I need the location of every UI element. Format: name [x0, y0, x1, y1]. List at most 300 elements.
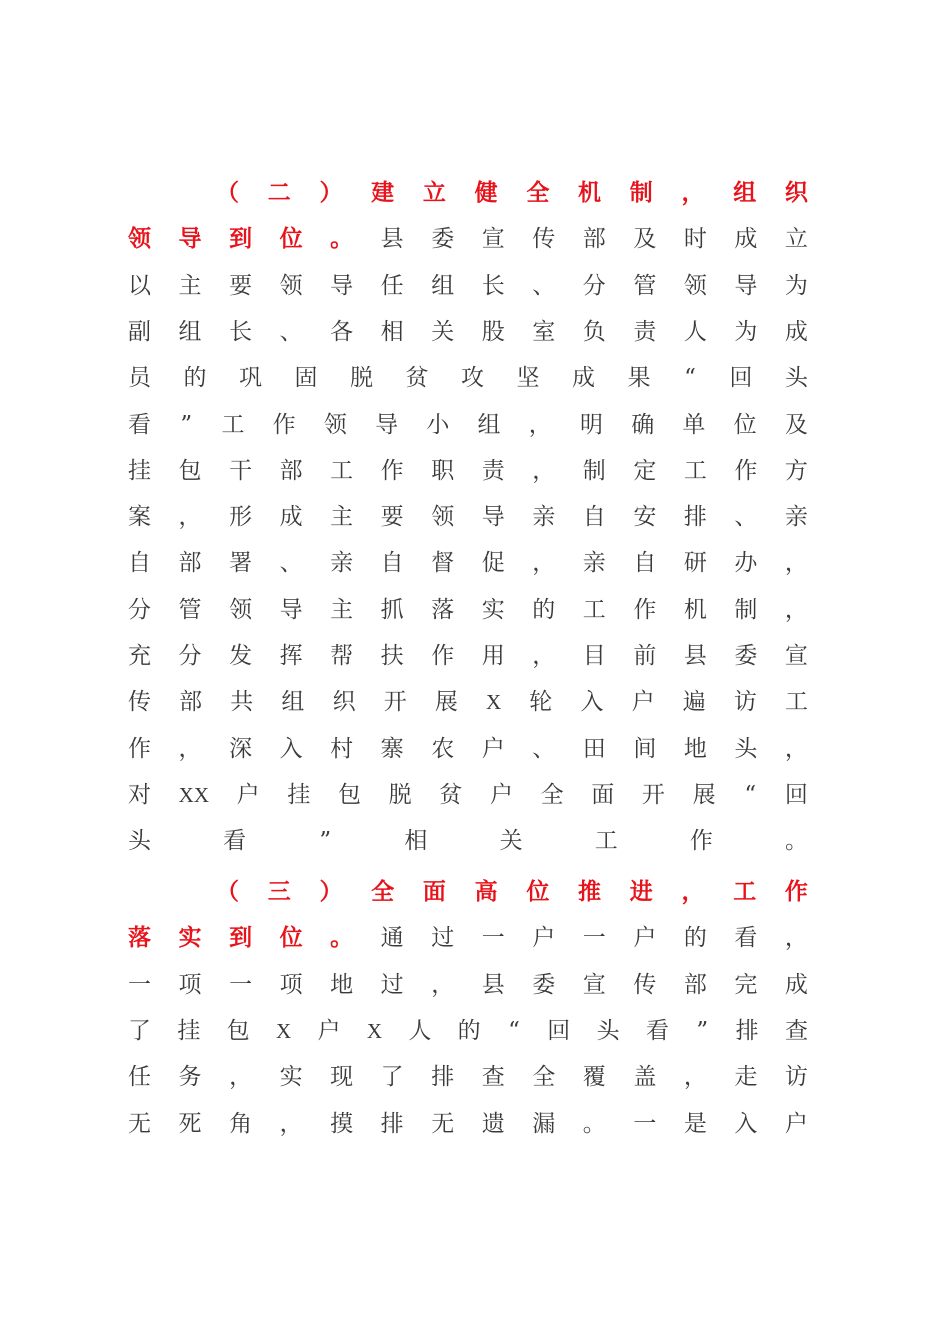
body-char: 亲 [784, 504, 808, 531]
body-char: 挂 [177, 1017, 201, 1044]
body-char: 亲 [532, 504, 556, 531]
heading-char: 全 [371, 878, 395, 905]
body-char: 职 [431, 457, 455, 484]
body-char: 案 [128, 504, 151, 531]
text-line [128, 679, 808, 725]
body-char: 、 [734, 504, 758, 531]
body-char: 看 [223, 828, 247, 855]
heading-char: 建 [371, 179, 395, 206]
body-char: 领 [323, 411, 347, 438]
body-char: 入 [580, 689, 604, 716]
body-char: 项 [178, 971, 202, 998]
heading-char: 领 [128, 225, 151, 253]
body-char: 相 [404, 828, 428, 855]
heading-char: 导 [178, 225, 202, 253]
body-char: 排 [380, 1110, 404, 1137]
body-char: 长 [229, 318, 253, 345]
body-char: 传 [633, 971, 657, 998]
body-char: 促 [481, 550, 505, 577]
body-char: 员 [128, 365, 151, 392]
body-char: 自 [128, 550, 151, 577]
body-char: 室 [532, 318, 556, 345]
body-char: 、 [532, 272, 556, 299]
body-char: 了 [380, 1064, 404, 1091]
body-char: 回 [784, 781, 808, 808]
body-char: 全 [540, 781, 564, 808]
body-char: ， [784, 596, 808, 623]
body-char: 巩 [239, 365, 262, 392]
body-char: 面 [591, 781, 615, 808]
heading-char: 机 [578, 179, 602, 206]
body-char: 盖 [633, 1064, 657, 1091]
body-char: 的 [457, 1017, 481, 1044]
body-char: 的 [532, 596, 556, 623]
text-line [128, 494, 808, 540]
body-char: 工 [582, 596, 606, 623]
body-char: 脱 [388, 781, 412, 808]
body-char: ， [178, 735, 202, 762]
body-char: 户 [317, 1017, 341, 1044]
body-char: 开 [383, 689, 407, 716]
heading-char: 工 [733, 878, 757, 905]
body-char: 走 [734, 1064, 758, 1091]
body-char: “ [744, 781, 757, 808]
body-char: 自 [633, 550, 657, 577]
heading-char: ， [681, 179, 705, 206]
body-char: 头 [734, 735, 758, 762]
body-char: 确 [631, 411, 655, 438]
body-char: 主 [330, 596, 354, 623]
body-char: 任 [128, 1064, 151, 1091]
body-char: 部 [279, 457, 303, 484]
body-char: X [275, 1018, 292, 1043]
body-char: 实 [481, 596, 505, 623]
body-char: 亲 [330, 550, 354, 577]
body-char: 作 [734, 457, 758, 484]
body-char: 发 [229, 643, 253, 669]
body-char: ” [180, 411, 193, 438]
body-char: 作 [380, 457, 404, 484]
body-char: 为 [734, 318, 758, 345]
body-char: 是 [683, 1110, 707, 1137]
body-char: 负 [582, 318, 606, 345]
body-char: 作 [633, 596, 657, 623]
heading-char: 推 [578, 878, 602, 905]
heading-char: 二 [267, 179, 291, 206]
heading-line [216, 869, 808, 915]
body-char: 覆 [582, 1064, 606, 1091]
body-char: ， [683, 1064, 707, 1091]
body-char: 任 [380, 272, 404, 299]
body-char: ， [528, 411, 552, 438]
body-char: 组 [178, 318, 202, 345]
body-char: 深 [229, 735, 253, 762]
body-char: 立 [784, 226, 808, 253]
body-char: 过 [431, 925, 455, 952]
body-char: 固 [294, 365, 318, 392]
body-char: 领 [279, 272, 303, 299]
body-char: 宣 [582, 971, 606, 998]
heading-char: 全 [526, 179, 550, 206]
body-char: 果 [627, 365, 651, 392]
body-char: ， [784, 550, 808, 577]
body-char: 成 [572, 365, 595, 392]
body-char: 了 [128, 1017, 151, 1044]
body-char: 地 [330, 971, 354, 998]
body-char: 县 [481, 971, 505, 998]
body-char: 访 [784, 1064, 808, 1091]
body-char: 传 [128, 689, 151, 716]
body-char: 包 [226, 1017, 250, 1044]
body-char: 主 [178, 272, 202, 299]
heading-char: ） [319, 878, 343, 905]
body-char: 工 [683, 457, 707, 484]
body-char: 。 [784, 828, 808, 855]
body-char: 督 [431, 550, 455, 577]
body-char: ， [279, 1110, 303, 1137]
body-char: 摸 [330, 1110, 354, 1137]
body-char: 项 [279, 971, 303, 998]
body-char: 排 [431, 1064, 455, 1091]
heading-char: （ [216, 878, 239, 905]
body-char: 宣 [784, 643, 808, 669]
heading-char: 落 [128, 924, 151, 952]
body-char: 目 [582, 643, 606, 669]
body-char: “ [684, 365, 696, 392]
body-char: 实 [279, 1064, 303, 1091]
body-char: 工 [785, 689, 808, 716]
body-char: 务 [178, 1064, 202, 1091]
body-char: X [485, 690, 502, 715]
text-line [128, 818, 808, 864]
body-char: 无 [431, 1110, 455, 1137]
body-char: 户 [481, 735, 505, 762]
text-line [128, 355, 808, 401]
body-char: 干 [229, 457, 253, 484]
body-char: 明 [579, 411, 603, 438]
body-char: 用 [481, 643, 505, 669]
text-line [128, 216, 808, 262]
body-char: 工 [330, 457, 354, 484]
body-char: 完 [734, 971, 758, 998]
heading-char: ， [681, 878, 705, 905]
body-char: 看 [734, 925, 758, 952]
body-char: 委 [532, 971, 556, 998]
body-char: 入 [279, 735, 303, 762]
body-char: 、 [279, 318, 303, 345]
body-char: 各 [330, 318, 354, 345]
body-char: 帮 [330, 643, 354, 669]
text-line [128, 1101, 808, 1147]
body-char: 责 [633, 318, 657, 345]
heading-char: 高 [474, 878, 498, 905]
body-char: 抓 [380, 596, 404, 623]
body-char: 成 [734, 226, 758, 253]
heading-char: 。 [330, 225, 354, 253]
body-char: 位 [733, 411, 757, 438]
body-char: 包 [337, 781, 361, 808]
body-char: 一 [633, 1110, 657, 1137]
heading-char: 。 [330, 924, 354, 952]
body-char: 工 [594, 828, 618, 855]
body-char: 查 [481, 1064, 505, 1091]
body-char: 。 [582, 1110, 606, 1137]
body-char: 责 [481, 457, 505, 484]
body-char: 人 [683, 318, 707, 345]
body-char: 方 [784, 457, 808, 484]
body-char: 关 [499, 828, 523, 855]
body-char: 间 [633, 735, 657, 762]
text-line [128, 587, 808, 633]
body-char: 单 [682, 411, 706, 438]
body-char: 制 [582, 457, 606, 484]
body-char: 农 [431, 735, 455, 762]
body-char: 工 [221, 411, 245, 438]
body-char: 县 [380, 226, 404, 253]
body-char: 、 [279, 550, 303, 577]
body-char: 安 [633, 504, 657, 531]
body-char: 部 [179, 689, 203, 716]
body-char: 时 [683, 226, 707, 253]
heading-char: （ [216, 179, 239, 206]
body-char: 户 [236, 781, 260, 808]
text-line [128, 962, 808, 1008]
body-char: 研 [683, 550, 707, 577]
body-char: 通 [380, 925, 404, 952]
text-line [128, 772, 808, 818]
body-char: 死 [178, 1110, 202, 1137]
body-char: 贫 [405, 365, 429, 392]
body-char: 看 [645, 1017, 669, 1044]
body-char: ， [784, 925, 808, 952]
body-char: 自 [582, 504, 606, 531]
body-char: 、 [532, 735, 556, 762]
body-char: 前 [633, 643, 657, 669]
heading-char: 制 [629, 179, 653, 206]
body-char: 现 [330, 1064, 354, 1091]
body-char: 扶 [380, 643, 404, 669]
body-char: 户 [631, 689, 655, 716]
heading-char: 到 [229, 225, 253, 253]
body-char: 传 [532, 226, 556, 253]
heading-char: 进 [629, 878, 653, 905]
body-char: ， [178, 504, 202, 531]
body-char: 遗 [481, 1110, 505, 1137]
body-char: 挥 [279, 643, 303, 669]
heading-char: 三 [267, 878, 291, 905]
text-line [128, 540, 808, 586]
heading-line [216, 170, 808, 216]
body-char: 及 [633, 226, 657, 253]
heading-char: 织 [784, 179, 808, 206]
body-char: 亲 [582, 550, 606, 577]
body-char: 包 [178, 457, 202, 484]
heading-char: 作 [784, 878, 808, 905]
body-char: 分 [582, 272, 606, 299]
body-char: 户 [489, 781, 513, 808]
body-char: 委 [734, 643, 758, 669]
body-char: 挂 [128, 457, 151, 484]
body-char: 一 [582, 925, 606, 952]
heading-char: 位 [279, 924, 303, 952]
body-char: 成 [784, 971, 808, 998]
body-char: ， [431, 971, 455, 998]
body-char: ” [696, 1017, 709, 1044]
body-char: 排 [683, 504, 707, 531]
body-char: 导 [330, 272, 354, 299]
body-char: 村 [330, 735, 354, 762]
body-char: X [366, 1018, 382, 1043]
body-char: 作 [689, 828, 713, 855]
body-char: 要 [229, 272, 253, 299]
body-char: 遍 [682, 689, 706, 716]
body-char: 轮 [529, 689, 553, 716]
body-char: 组 [431, 272, 455, 299]
body-char: 机 [683, 596, 707, 623]
body-char: 户 [532, 925, 556, 952]
body-char: 作 [431, 643, 455, 669]
body-char: 长 [481, 272, 505, 299]
body-char: 头 [785, 365, 808, 392]
body-char: 回 [547, 1017, 571, 1044]
body-char: 领 [683, 272, 707, 299]
heading-char: 到 [229, 924, 253, 952]
body-char: 委 [431, 226, 455, 253]
body-char: 要 [380, 504, 404, 531]
body-char: 人 [408, 1017, 432, 1044]
body-char: 户 [633, 925, 657, 952]
body-char: 共 [230, 689, 254, 716]
text-line [128, 915, 808, 961]
body-char: ” [319, 828, 332, 855]
heading-char: ） [319, 179, 343, 206]
body-char: 相 [380, 318, 404, 345]
body-char: 看 [128, 411, 151, 438]
body-char: 导 [375, 411, 399, 438]
body-char: 全 [532, 1064, 556, 1091]
body-char: 无 [128, 1110, 151, 1137]
body-char: “ [508, 1017, 520, 1044]
body-char: 展 [434, 689, 458, 716]
body-char: ， [229, 1064, 253, 1091]
body-char: 落 [431, 596, 455, 623]
body-char: 的 [683, 925, 707, 952]
body-char: 头 [596, 1017, 620, 1044]
body-char: 组 [281, 689, 305, 716]
body-char: ， [784, 735, 808, 762]
body-char: 及 [784, 411, 808, 438]
body-char: 分 [178, 643, 202, 669]
body-char: 一 [229, 971, 253, 998]
body-char: 主 [330, 504, 354, 531]
body-char: 户 [784, 1110, 808, 1137]
body-char: 导 [279, 596, 303, 623]
heading-char: 实 [178, 924, 202, 952]
body-char: 成 [279, 504, 303, 531]
body-char: 署 [229, 550, 253, 577]
text-line [128, 402, 808, 448]
body-char: 排 [735, 1017, 759, 1044]
body-char: 入 [734, 1110, 758, 1137]
body-char: 脱 [350, 365, 373, 392]
body-char: ， [532, 643, 556, 669]
body-char: 作 [128, 735, 151, 762]
text-line [128, 726, 808, 772]
body-char: 坚 [516, 365, 540, 392]
body-char: 组 [477, 411, 501, 438]
body-char: 部 [178, 550, 202, 577]
body-char: 县 [683, 643, 707, 669]
heading-char: 组 [733, 179, 757, 206]
body-char: 一 [128, 971, 151, 998]
body-char: 制 [734, 596, 758, 623]
body-char: XX [178, 782, 209, 807]
body-char: 管 [633, 272, 657, 299]
text-line [128, 1008, 808, 1054]
heading-char: 立 [422, 179, 446, 206]
body-char: 办 [734, 550, 758, 577]
body-char: 部 [683, 971, 707, 998]
body-char: 开 [641, 781, 665, 808]
body-char: 股 [481, 318, 505, 345]
body-char: 过 [380, 971, 404, 998]
text-line [128, 448, 808, 494]
body-char: ， [532, 457, 556, 484]
heading-char: 位 [279, 225, 303, 253]
body-char: 充 [128, 643, 151, 669]
body-char: 展 [692, 781, 716, 808]
body-char: 导 [734, 272, 758, 299]
body-char: 回 [729, 365, 753, 392]
heading-char: 健 [474, 179, 498, 206]
body-char: 作 [272, 411, 296, 438]
body-char: 寨 [380, 735, 404, 762]
body-char: 成 [784, 318, 808, 345]
body-char: 领 [229, 596, 253, 623]
text-line [128, 1054, 808, 1100]
text-line [128, 263, 808, 309]
body-char: 头 [128, 828, 151, 855]
body-char: 以 [128, 272, 151, 299]
body-char: 为 [784, 272, 808, 299]
body-char: 分 [128, 596, 151, 623]
body-char: 自 [380, 550, 404, 577]
body-char: 关 [431, 318, 455, 345]
heading-char: 面 [422, 878, 446, 905]
body-char: 田 [582, 735, 606, 762]
body-char: 小 [426, 411, 450, 438]
body-char: 角 [229, 1110, 253, 1137]
text-line [128, 633, 808, 679]
body-char: 导 [481, 504, 505, 531]
body-char: 挂 [287, 781, 311, 808]
body-char: 管 [178, 596, 202, 623]
body-char: 贫 [439, 781, 463, 808]
heading-char: 位 [526, 878, 550, 905]
body-char: 织 [332, 689, 356, 716]
body-char: 形 [229, 504, 253, 531]
body-char: 漏 [532, 1110, 556, 1137]
body-char: 部 [582, 226, 606, 253]
body-char: 一 [481, 925, 505, 952]
body-char: ， [532, 550, 556, 577]
body-char: 宣 [481, 226, 505, 253]
body-char: 查 [784, 1017, 808, 1044]
text-line [128, 309, 808, 355]
body-char: 的 [183, 365, 207, 392]
body-char: 领 [431, 504, 455, 531]
body-char: 攻 [461, 365, 484, 392]
